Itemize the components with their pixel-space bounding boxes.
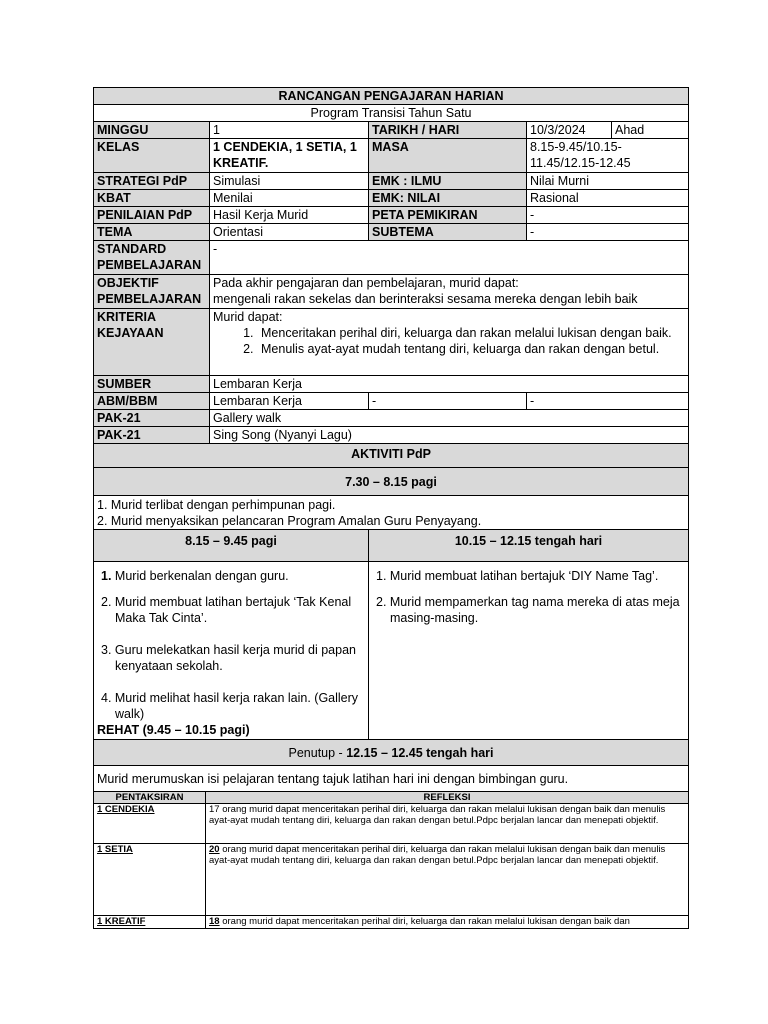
tema-label: TEMA bbox=[94, 224, 210, 241]
lesson-plan-table bbox=[93, 87, 689, 444]
session-1-item: 1. Murid terlibat dengan perhimpunan pagi. bbox=[97, 498, 336, 512]
objektif-line-2: mengenali rakan sekelas dan berinteraksi sesama mereka dengan lebih baik bbox=[213, 292, 638, 306]
subtema-value: - bbox=[527, 224, 689, 241]
kelas-value: 1 CENDEKIA, 1 SETIA, 1 KREATIF. bbox=[210, 139, 369, 173]
refleksi-text bbox=[206, 916, 689, 929]
aktiviti-title: AKTIVITI PdP bbox=[94, 444, 689, 468]
kbat-value: Menilai bbox=[210, 190, 369, 207]
kriteria-list bbox=[213, 325, 685, 357]
session-3-activities bbox=[369, 562, 689, 740]
pentaksiran-header: PENTAKSIRAN bbox=[94, 792, 206, 804]
minggu-value: 1 bbox=[210, 122, 369, 139]
refleksi-sentence: orang murid dapat menceritakan perihal diri, keluarga dan rakan melalui lukisan dengan baik dan bbox=[219, 916, 630, 927]
refleksi-class-label: 1 KREATIF bbox=[94, 916, 206, 929]
kriteria-intro: Murid dapat: bbox=[213, 310, 283, 324]
pak21-label-1: PAK-21 bbox=[94, 410, 210, 427]
pak21-value-2: Sing Song (Nyanyi Lagu) bbox=[210, 427, 689, 444]
refleksi-sentence: orang murid dapat menceritakan perihal diri, keluarga dan rakan melalui lukisan dengan baik dan menulis ayat-ayat mudah tentang diri, keluarga dan rakan dengan betul.Pdpc berjalan lancar dan menepati objektif. bbox=[209, 804, 666, 826]
document-title: RANCANGAN PENGAJARAN HARIAN bbox=[94, 88, 689, 105]
tarikh-value: 10/3/2024 bbox=[527, 122, 612, 139]
aktiviti-table bbox=[93, 443, 689, 792]
session-1-time: 7.30 – 8.15 pagi bbox=[94, 468, 689, 496]
hari-value: Ahad bbox=[612, 122, 689, 139]
session-2-activities bbox=[94, 562, 369, 740]
refleksi-text bbox=[206, 804, 689, 844]
subtema-label: SUBTEMA bbox=[369, 224, 527, 241]
session-2-item: 4. Murid melihat hasil kerja rakan lain. (Gallery walk) bbox=[101, 691, 359, 721]
masa-value: 8.15-9.45/10.15-11.45/12.15-12.45 bbox=[527, 139, 689, 173]
abm-value-2: - bbox=[369, 393, 527, 410]
refleksi-header: REFLEKSI bbox=[206, 792, 689, 804]
session-2-item: 3. Guru melekatkan hasil kerja murid di papan kenyataan sekolah. bbox=[101, 643, 356, 673]
peta-label: PETA PEMIKIRAN bbox=[369, 207, 527, 224]
kriteria-value bbox=[210, 309, 689, 376]
sumber-value: Lembaran Kerja bbox=[210, 376, 689, 393]
kelas-label: KELAS bbox=[94, 139, 210, 173]
standard-value: - bbox=[210, 241, 689, 275]
refleksi-count: 17 bbox=[209, 804, 220, 815]
penutup-time: 12.15 – 12.45 tengah hari bbox=[346, 745, 494, 760]
refleksi-text bbox=[206, 844, 689, 916]
penilaian-label: PENILAIAN PdP bbox=[94, 207, 210, 224]
emk-nilai-label: EMK: NILAI bbox=[369, 190, 527, 207]
kriteria-item: 1. Menceritakan perihal diri, keluarga dan rakan melalui lukisan dengan baik. bbox=[257, 325, 685, 341]
session-3-time: 10.15 – 12.15 tengah hari bbox=[369, 530, 689, 562]
kriteria-item: 2. Menulis ayat-ayat mudah tentang diri, keluarga dan rakan dengan betul. bbox=[257, 341, 685, 357]
objektif-value bbox=[210, 275, 689, 309]
masa-label: MASA bbox=[369, 139, 527, 173]
objektif-label: OBJEKTIF PEMBELAJARAN bbox=[94, 275, 210, 309]
rehat-label: REHAT (9.45 – 10.15 pagi) bbox=[97, 723, 250, 737]
kbat-label: KBAT bbox=[94, 190, 210, 207]
refleksi-count: 20 bbox=[209, 844, 220, 855]
pak21-label-2: PAK-21 bbox=[94, 427, 210, 444]
refleksi-count: 18 bbox=[209, 916, 220, 927]
minggu-label: MINGGU bbox=[94, 122, 210, 139]
refleksi-class-label: 1 CENDEKIA bbox=[94, 804, 206, 844]
kriteria-label: KRITERIA KEJAYAAN bbox=[94, 309, 210, 376]
refleksi-sentence: orang murid dapat menceritakan perihal diri, keluarga dan rakan melalui lukisan dengan baik dan menulis ayat-ayat mudah tentang diri, keluarga dan rakan dengan betul.Pdpc berjalan lancar dan menepati objektif. bbox=[209, 844, 666, 866]
session-3-item: 2. Murid mempamerkan tag nama mereka di atas meja masing-masing. bbox=[376, 595, 680, 625]
objektif-line-1: Pada akhir pengajaran dan pembelajaran, murid dapat: bbox=[213, 276, 519, 290]
session-2-item-text: Murid berkenalan dengan guru. bbox=[111, 569, 289, 583]
penutup-header bbox=[94, 740, 689, 766]
session-2-item bbox=[97, 568, 365, 584]
lesson-plan-document bbox=[93, 87, 688, 929]
sumber-label: SUMBER bbox=[94, 376, 210, 393]
pak21-value-1: Gallery walk bbox=[210, 410, 689, 427]
session-1-item: 2. Murid menyaksikan pelancaran Program Amalan Guru Penyayang. bbox=[97, 514, 482, 528]
session-1-activities bbox=[94, 496, 689, 530]
penutup-prefix: Penutup - bbox=[288, 745, 347, 760]
refleksi-class-label: 1 SETIA bbox=[94, 844, 206, 916]
peta-value: - bbox=[527, 207, 689, 224]
tarikh-label: TARIKH / HARI bbox=[369, 122, 527, 139]
session-2-item-number: 1. bbox=[101, 569, 112, 583]
penutup-text: Murid merumuskan isi pelajaran tentang tajuk latihan hari ini dengan bimbingan guru. bbox=[94, 766, 689, 792]
abm-label: ABM/BBM bbox=[94, 393, 210, 410]
session-3-item: 1. Murid membuat latihan bertajuk ‘DIY Name Tag’. bbox=[376, 569, 659, 583]
refleksi-table bbox=[93, 791, 689, 929]
session-2-item: 2. Murid membuat latihan bertajuk ‘Tak Kenal Maka Tak Cinta’. bbox=[101, 595, 352, 625]
penilaian-value: Hasil Kerja Murid bbox=[210, 207, 369, 224]
abm-value: Lembaran Kerja bbox=[210, 393, 369, 410]
tema-value: Orientasi bbox=[210, 224, 369, 241]
standard-label: STANDARD PEMBELAJARAN bbox=[94, 241, 210, 275]
emk-ilmu-label: EMK : ILMU bbox=[369, 173, 527, 190]
abm-value-3: - bbox=[527, 393, 689, 410]
session-2-time: 8.15 – 9.45 pagi bbox=[94, 530, 369, 562]
strategi-label: STRATEGI PdP bbox=[94, 173, 210, 190]
strategi-value: Simulasi bbox=[210, 173, 369, 190]
emk-nilai-value: Rasional bbox=[527, 190, 689, 207]
document-subtitle: Program Transisi Tahun Satu bbox=[94, 105, 689, 122]
emk-ilmu-value: Nilai Murni bbox=[527, 173, 689, 190]
